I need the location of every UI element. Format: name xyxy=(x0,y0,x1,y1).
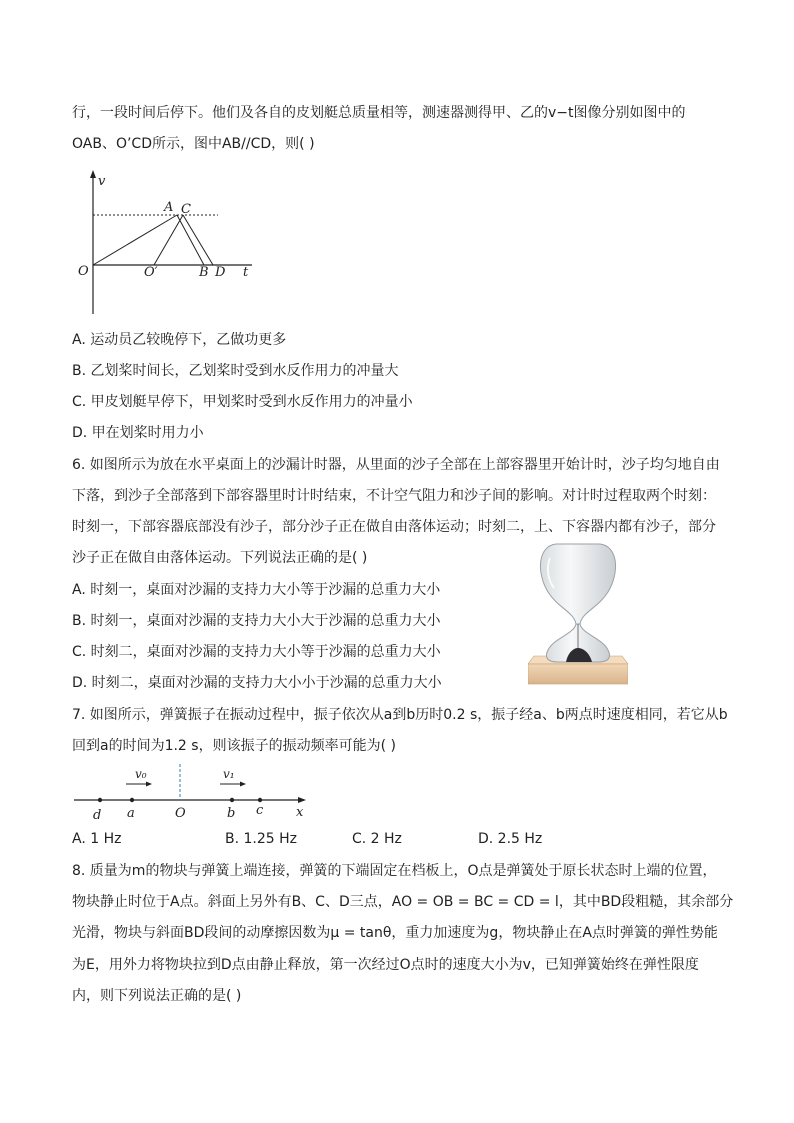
q8-stem-line3: 光滑，物块与斜面BD段间的动摩擦因数为μ = tanθ，重力加速度为g，物块静止在A点时弹簧的弹性势能 xyxy=(72,925,718,941)
label-D: D xyxy=(215,265,226,280)
segment-O2C xyxy=(154,215,183,265)
segment-AB xyxy=(177,215,204,265)
label-c: c xyxy=(256,803,264,818)
velocity-arrowhead-v0 xyxy=(146,782,152,787)
hourglass-base-front xyxy=(528,664,628,684)
q6-stem-line1: 6. 如图所示为放在水平桌面上的沙漏计时器，从里面的沙子全部在上部容器里开始计时，沙子均匀地自由 xyxy=(72,457,720,473)
point-d xyxy=(98,798,102,802)
q7-option-c: C. 2 Hz xyxy=(352,831,402,847)
q8-stem-line4: 为E，用外力将物块拉到D点由静止释放，第一次经过O点时的速度大小为v，已知弹簧始终在弹性限度 xyxy=(72,957,699,973)
label-C: C xyxy=(181,202,191,217)
point-b xyxy=(230,798,234,802)
q8-stem-line2: 物块静止时位于A点。斜面上另外有B、C、D三点，AO = OB = BC = CD = l，其中BD段粗糙，其余部分 xyxy=(72,894,734,910)
q5-option-a: A. 运动员乙较晚停下，乙做功更多 xyxy=(72,332,287,348)
q7-stem-line1: 7. 如图所示，弹簧振子在振动过程中，振子依次从a到b历时0.2 s，振子经a、b两点时速度相同，若它从b xyxy=(72,707,728,723)
q7-option-b: B. 1.25 Hz xyxy=(225,831,298,847)
label-v: v xyxy=(98,174,106,189)
q5-stem-line2: OAB、O’CD所示，图中AB//CD，则( ) xyxy=(72,136,315,152)
x-axis-arrow xyxy=(298,797,306,803)
label-v1: v₁ xyxy=(223,767,235,781)
q7-option-a: A. 1 Hz xyxy=(72,831,122,847)
q5-stem-line1: 行，一段时间后停下。他们及各自的皮划艇总质量相等，测速器测得甲、乙的v−t图像分别如图中的 xyxy=(72,105,686,121)
hourglass-image xyxy=(528,538,628,690)
spring-oscillator-figure xyxy=(72,762,322,824)
q5-option-c: C. 甲皮划艇早停下，甲划桨时受到水反作用力的冲量小 xyxy=(72,394,413,410)
label-O-prime: O′ xyxy=(144,265,158,280)
label-d: d xyxy=(93,808,102,823)
label-a: a xyxy=(127,806,135,821)
label-t: t xyxy=(243,265,249,280)
q6-stem-line2: 下落，到沙子全部落到下部容器里时计时结束，不计空气阻力和沙子间的影响。对计时过程取两个时刻： xyxy=(72,488,716,504)
label-b: b xyxy=(227,806,236,821)
label-v0: v₀ xyxy=(135,767,147,781)
q8-stem-line5: 内，则下列说法正确的是( ) xyxy=(72,988,242,1004)
q7-stem-line2: 回到a的时间为1.2 s，则该振子的振动频率可能为( ) xyxy=(72,738,396,754)
label-x: x xyxy=(296,805,304,820)
segment-CD xyxy=(183,215,213,265)
point-a xyxy=(130,798,134,802)
label-B: B xyxy=(199,265,209,280)
q6-option-d: D. 时刻二，桌面对沙漏的支持力大小小于沙漏的总重力大小 xyxy=(72,675,442,691)
vt-graph xyxy=(72,168,272,318)
q6-stem-line4: 沙子正在做自由落体运动。下列说法正确的是( ) xyxy=(72,550,368,566)
point-c xyxy=(258,798,262,802)
q5-option-d: D. 甲在划桨时用力小 xyxy=(72,425,204,441)
q6-option-b: B. 时刻一，桌面对沙漏的支持力大小大于沙漏的总重力大小 xyxy=(72,613,441,629)
q7-option-d: D. 2.5 Hz xyxy=(478,831,543,847)
velocity-arrowhead-v1 xyxy=(240,782,246,787)
v-axis-arrow xyxy=(90,170,96,178)
label-O: O xyxy=(175,806,186,821)
q6-option-a: A. 时刻一，桌面对沙漏的支持力大小等于沙漏的总重力大小 xyxy=(72,582,441,598)
label-O: O xyxy=(78,264,89,279)
q8-stem-line1: 8. 质量为m的物块与弹簧上端连接，弹簧的下端固定在档板上，O点是弹簧处于原长状态时上端的位置， xyxy=(72,863,717,879)
q6-stem-line3: 时刻一，下部容器底部没有沙子，部分沙子正在做自由落体运动；时刻二，上、下容器内都有沙子，部分 xyxy=(72,519,716,535)
label-A: A xyxy=(164,200,174,215)
q5-option-b: B. 乙划桨时间长，乙划桨时受到水反作用力的冲量大 xyxy=(72,363,399,379)
segment-OA xyxy=(93,215,177,265)
q6-option-c: C. 时刻二，桌面对沙漏的支持力大小等于沙漏的总重力大小 xyxy=(72,644,441,660)
